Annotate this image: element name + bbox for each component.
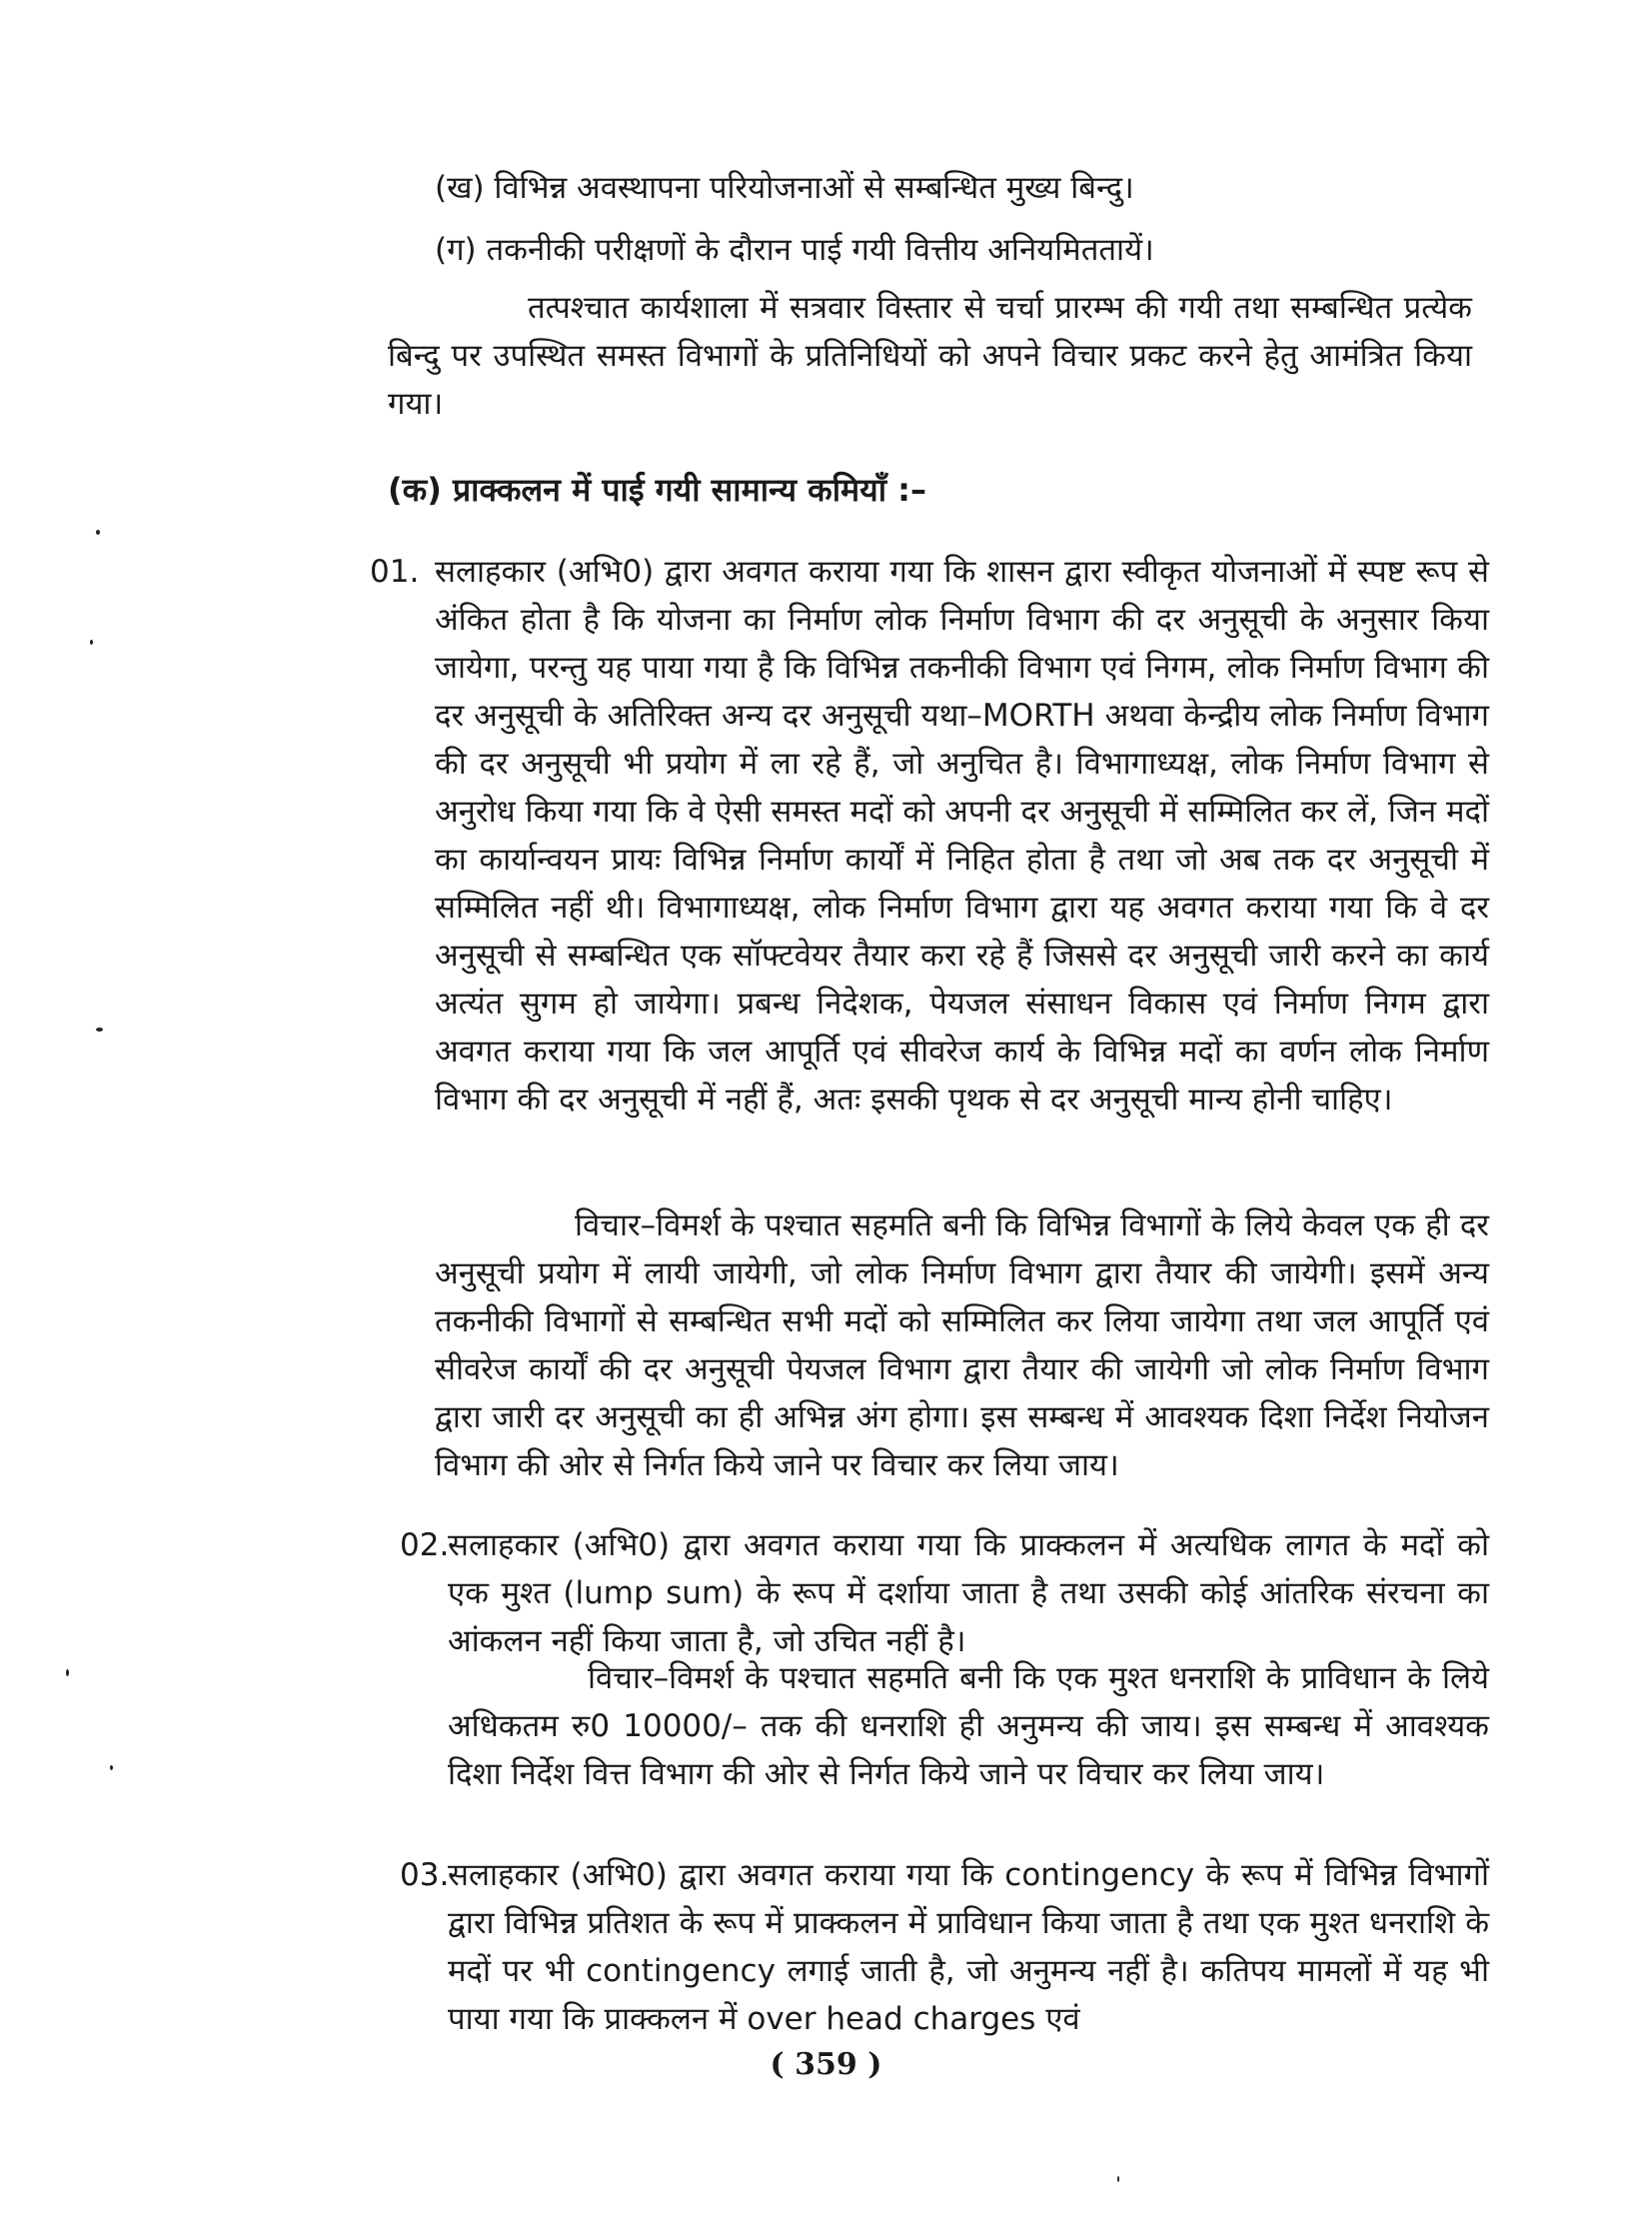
- scan-speck: [90, 640, 93, 645]
- list-item-02: [400, 1521, 1489, 1665]
- item-01-resolution: विचार–विमर्श के पश्चात सहमति बनी कि विभिन्न विभागों के लिये केवल एक ही दर अनुसूची प्रयोग में लायी जायेगी, जो लोक निर्माण विभाग द्वारा तैयार की जायेगी। इसमें अन्य तकनीकी विभागों से सम्बन्धित सभी मदों को सम्मिलित कर लिया जायेगा तथा जल आपूर्ति एवं सीवरेज कार्यों की दर अनुसूची पेयजल विभाग द्वारा तैयार की जायेगी जो लोक निर्माण विभाग द्वारा जारी दर अनुसूची का ही अभिन्न अंग होगा। इस सम्बन्ध में आवश्यक दिशा निर्देश नियोजन विभाग की ओर से निर्गत किये जाने पर विचार कर लिया जाय।: [435, 1207, 1489, 1483]
- line-ga: (ग) तकनीकी परीक्षणों के दौरान पाई गयी वित्तीय अनियमिततायें।: [435, 232, 1154, 268]
- item-number: 02.: [400, 1527, 450, 1563]
- list-item-01: [370, 548, 1489, 1123]
- scan-speck: [96, 530, 100, 535]
- list-item-03: [400, 1851, 1489, 2043]
- page-number: ( 359 ): [770, 2047, 882, 2082]
- scan-speck: [110, 1765, 113, 1770]
- line-kha: (ख) विभिन्न अवस्थापना परियोजनाओं से सम्बन्धित मुख्य बिन्दु।: [435, 170, 1134, 206]
- scan-speck: [66, 1669, 69, 1676]
- item-02-resolution: विचार–विमर्श के पश्चात सहमति बनी कि एक मुश्त धनराशि के प्राविधान के लिये अधिकतम रु0 10000/– तक की धनराशि ही अनुमन्य की जाय। इस सम्बन्ध में आवश्यक दिशा निर्देश वित्त विभाग की ओर से निर्गत किये जाने पर विचार कर लिया जाय।: [448, 1660, 1489, 1792]
- scan-speck: [1117, 2176, 1119, 2182]
- item-number: 01.: [370, 554, 420, 590]
- item-number: 03.: [400, 1857, 450, 1893]
- intro-paragraph: तत्पश्चात कार्यशाला में सत्रवार विस्तार से चर्चा प्रारम्भ की गयी तथा सम्बन्धित प्रत्येक बिन्दु पर उपस्थित समस्त विभागों के प्रतिनिधियों को अपने विचार प्रकट करने हेतु आमंत्रित किया गया।: [388, 290, 1472, 422]
- scan-speck: [96, 1028, 103, 1032]
- section-heading: (क) प्राक्कलन में पाई गयी सामान्य कमियाँ :–: [388, 471, 926, 509]
- item-text: सलाहकार (अभि0) द्वारा अवगत कराया गया कि शासन द्वारा स्वीकृत योजनाओं में स्पष्ट रूप से अंकित होता है कि योजना का निर्माण लोक निर्माण विभाग की दर अनुसूची के अनुसार किया जायेगा, परन्तु यह पाया गया है कि विभिन्न तकनीकी विभाग एवं निगम, लोक निर्माण विभाग की दर अनुसूची के अतिरिक्त अन्य दर अनुसूची यथा–MORTH अथवा केन्द्रीय लोक निर्माण विभाग की दर अनुसूची भी प्रयोग में ला रहे हैं, जो अनुचित है। विभागाध्यक्ष, लोक निर्माण विभाग से अनुरोध किया गया कि वे ऐसी समस्त मदों को अपनी दर अनुसूची में सम्मिलित कर लें, जिन मदों का कार्यान्वयन प्रायः विभिन्न निर्माण कार्यों में निहित होता है तथा जो अब तक दर अनुसूची में सम्मिलित नहीं थी। विभागाध्यक्ष, लोक निर्माण विभाग द्वारा यह अवगत कराया गया कि वे दर अनुसूची से सम्बन्धित एक सॉफ्टवेयर तैयार करा रहे हैं जिससे दर अनुसूची जारी करने का कार्य अत्यंत सुगम हो जायेगा। प्रबन्ध निदेशक, पेयजल संसाधन विकास एवं निर्माण निगम द्वारा अवगत कराया गया कि जल आपूर्ति एवं सीवरेज कार्य के विभिन्न मदों का वर्णन लोक निर्माण विभाग की दर अनुसूची में नहीं हैं, अतः इसकी पृथक से दर अनुसूची मान्य होनी चाहिए।: [435, 554, 1489, 1117]
- item-text: सलाहकार (अभि0) द्वारा अवगत कराया गया कि प्राक्कलन में अत्यधिक लागत के मदों को एक मुश्त (lump sum) के रूप में दर्शाया जाता है तथा उसकी कोई आंतरिक संरचना का आंकलन नहीं किया जाता है, जो उचित नहीं है।: [448, 1527, 1489, 1659]
- item-text: सलाहकार (अभि0) द्वारा अवगत कराया गया कि contingency के रूप में विभिन्न विभागों द्वारा विभिन्न प्रतिशत के रूप में प्राक्कलन में प्राविधान किया जाता है तथा एक मुश्त धनराशि के मदों पर भी contingency लगाई जाती है, जो अनुमन्य नहीं है। कतिपय मामलों में यह भी पाया गया कि प्राक्कलन में over head charges एवं: [448, 1857, 1489, 2037]
